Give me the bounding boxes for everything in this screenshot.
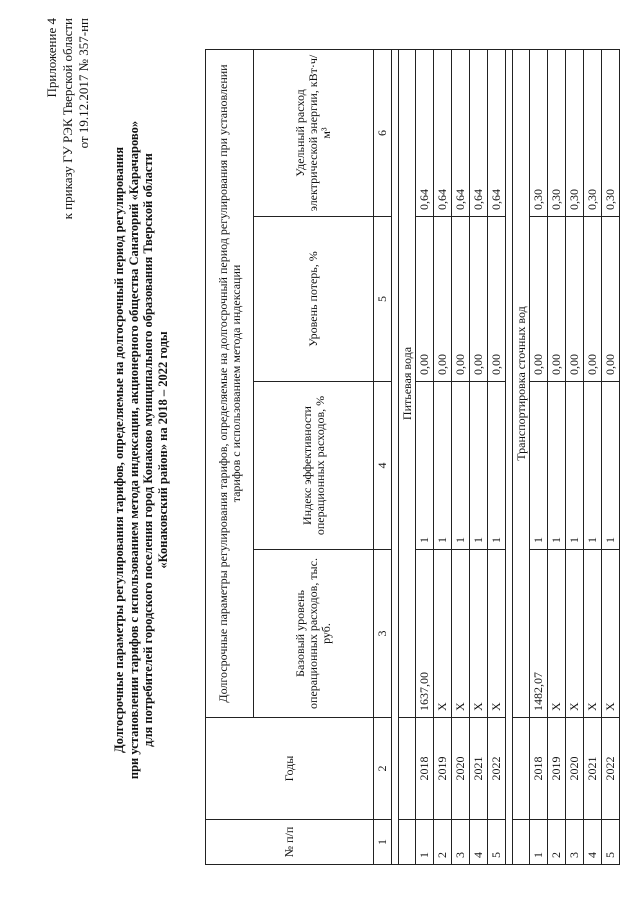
table-row (602, 49, 620, 864)
row-energy-consumption: 0,30 (584, 49, 602, 216)
column-number: 1 (374, 820, 392, 865)
row-year: 2019 (434, 718, 452, 820)
title-line-2: при установлении тарифов с использованием метода индексации, акционерного общества Санаторий «Карачарово» (126, 120, 141, 780)
row-number: 5 (488, 820, 506, 865)
row-energy-consumption: 0,64 (470, 49, 488, 216)
header-years: Годы (206, 718, 374, 820)
row-loss-level: 0,00 (452, 217, 470, 382)
row-base-opex: X (470, 550, 488, 718)
row-base-opex: X (488, 550, 506, 718)
header-loss-level: Уровень потерь, % (254, 217, 374, 382)
row-energy-consumption: 0,30 (530, 49, 548, 216)
column-number: 2 (374, 718, 392, 820)
row-efficiency-index: 1 (584, 382, 602, 550)
title-line-4: «Конаковский район» на 2018 – 2022 годы (155, 331, 170, 569)
section-gap (392, 49, 399, 864)
row-energy-consumption: 0,64 (434, 49, 452, 216)
table-row (548, 49, 566, 864)
tariff-parameters-table (205, 49, 620, 865)
section-title: Транспортировка сточных вод (513, 49, 530, 717)
row-number: 4 (470, 820, 488, 865)
header-energy-consumption: Удельный расход электрической энергии, кВт·ч/м³ (254, 49, 374, 216)
row-year: 2018 (530, 718, 548, 820)
annex-date: от 19.12.2017 № 357-нп (76, 18, 91, 149)
row-efficiency-index: 1 (488, 382, 506, 550)
row-year: 2020 (566, 718, 584, 820)
row-efficiency-index: 1 (470, 382, 488, 550)
annex-order: к приказу ГУ РЭК Тверской области (60, 18, 75, 220)
row-base-opex: X (602, 550, 620, 718)
annex-reference (44, 18, 92, 358)
column-number: 5 (374, 217, 392, 382)
table-row (416, 49, 434, 864)
title-line-3: для потребителей городского поселения город Конаково муниципального образования Тверской области (141, 153, 155, 747)
section-row (399, 49, 416, 864)
row-base-opex: X (566, 550, 584, 718)
row-number: 4 (584, 820, 602, 865)
row-base-opex: X (452, 550, 470, 718)
header-base-opex: Базовый уровень операционных расходов, тыс. руб. (254, 550, 374, 718)
document-title (112, 55, 170, 845)
table-row (566, 49, 584, 864)
row-number: 2 (434, 820, 452, 865)
row-efficiency-index: 1 (434, 382, 452, 550)
row-loss-level: 0,00 (584, 217, 602, 382)
row-efficiency-index: 1 (416, 382, 434, 550)
column-number: 3 (374, 550, 392, 718)
annex-number: Приложение 4 (44, 18, 59, 98)
header-efficiency-index: Индекс эффективности операционных расходов, % (254, 382, 374, 550)
row-number: 3 (566, 820, 584, 865)
row-efficiency-index: 1 (452, 382, 470, 550)
row-energy-consumption: 0,30 (602, 49, 620, 216)
row-year: 2019 (548, 718, 566, 820)
row-year: 2022 (602, 718, 620, 820)
row-loss-level: 0,00 (488, 217, 506, 382)
row-year: 2022 (488, 718, 506, 820)
table-row (470, 49, 488, 864)
row-number: 3 (452, 820, 470, 865)
row-base-opex: X (548, 550, 566, 718)
row-number: 1 (416, 820, 434, 865)
row-energy-consumption: 0,30 (566, 49, 584, 216)
row-base-opex: X (584, 550, 602, 718)
section-title: Питьевая вода (399, 49, 416, 717)
row-loss-level: 0,00 (530, 217, 548, 382)
row-efficiency-index: 1 (602, 382, 620, 550)
row-efficiency-index: 1 (548, 382, 566, 550)
row-base-opex: 1637,00 (416, 550, 434, 718)
row-energy-consumption: 0,64 (488, 49, 506, 216)
row-loss-level: 0,00 (416, 217, 434, 382)
table-row (584, 49, 602, 864)
row-loss-level: 0,00 (602, 217, 620, 382)
row-efficiency-index: 1 (530, 382, 548, 550)
row-efficiency-index: 1 (566, 382, 584, 550)
header-num: № п/п (206, 820, 374, 865)
row-year: 2018 (416, 718, 434, 820)
row-energy-consumption: 0,64 (416, 49, 434, 216)
table-row (434, 49, 452, 864)
row-number: 5 (602, 820, 620, 865)
table-row (530, 49, 548, 864)
row-year: 2020 (452, 718, 470, 820)
row-base-opex: X (434, 550, 452, 718)
table-row (452, 49, 470, 864)
row-loss-level: 0,00 (566, 217, 584, 382)
table-body (392, 49, 620, 864)
column-number: 4 (374, 382, 392, 550)
row-energy-consumption: 0,64 (452, 49, 470, 216)
column-number: 6 (374, 49, 392, 216)
header-group: Долгосрочные параметры регулирования тарифов, определяемые на долгосрочный период регулирования при установлении тарифов с использованием метода индексации (206, 49, 254, 717)
row-number: 2 (548, 820, 566, 865)
table-row (488, 49, 506, 864)
row-loss-level: 0,00 (470, 217, 488, 382)
row-base-opex: 1482,07 (530, 550, 548, 718)
section-row (513, 49, 530, 864)
row-loss-level: 0,00 (548, 217, 566, 382)
row-year: 2021 (470, 718, 488, 820)
title-line-1: Долгосрочные параметры регулирования тарифов, определяемые на долгосрочный период регулирования (112, 147, 126, 754)
row-energy-consumption: 0,30 (548, 49, 566, 216)
column-number-row (374, 49, 392, 864)
section-gap (506, 49, 513, 864)
row-year: 2021 (584, 718, 602, 820)
row-loss-level: 0,00 (434, 217, 452, 382)
row-number: 1 (530, 820, 548, 865)
